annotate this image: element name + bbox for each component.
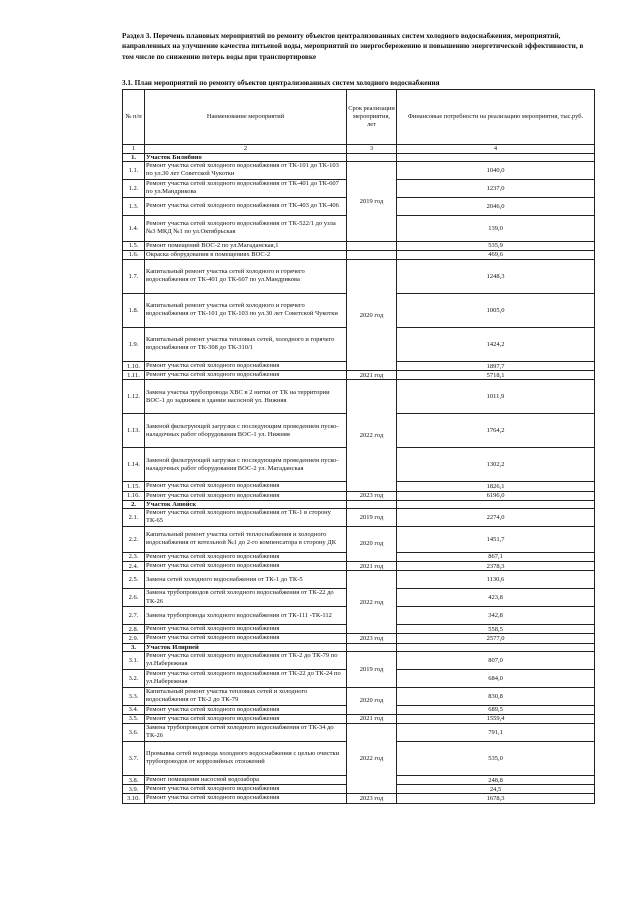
row-value: 2577,0 bbox=[397, 634, 595, 643]
header-num: № п/п bbox=[123, 90, 145, 145]
row-period: 2019 год bbox=[347, 651, 397, 687]
column-index: 2 bbox=[145, 145, 347, 154]
row-name: Окраска оборудования в помещениях ВОС-2 bbox=[145, 250, 347, 259]
row-num: 2.9. bbox=[123, 634, 145, 643]
section-row bbox=[123, 153, 595, 161]
row-value: 1130,6 bbox=[397, 571, 595, 589]
row-name: Ремонт участка сетей холодного водоснабжения от ТК-22 до ТК-24 по ул.Набережная bbox=[145, 669, 347, 687]
row-num: 3.8. bbox=[123, 775, 145, 784]
row-value: 1678,3 bbox=[397, 794, 595, 803]
row-num: 1.15. bbox=[123, 482, 145, 491]
row-period: 2020 год bbox=[347, 526, 397, 561]
row-value: 1237,0 bbox=[397, 179, 595, 197]
row-name: Ремонт участка сетей холодного водоснабжения от ТК-1 в сторону ТК-65 bbox=[145, 508, 347, 526]
row-name: Замена участка трубопровода ХВС в 2 нитки от ТК на территории ВОС-1 до задвижек в здании насосной ул. Нижняя bbox=[145, 380, 347, 414]
row-name: Ремонт участка сетей холодного водоснабжения bbox=[145, 361, 347, 370]
row-num: 2.3. bbox=[123, 552, 145, 561]
row-value: 1005,0 bbox=[397, 293, 595, 327]
table-row bbox=[123, 371, 595, 380]
row-name: Ремонт участка сетей холодного водоснабжения bbox=[145, 491, 347, 500]
row-value: 1011,9 bbox=[397, 380, 595, 414]
section-title: Участок Илирней bbox=[145, 643, 347, 651]
row-value: 5718,1 bbox=[397, 371, 595, 380]
column-index-row bbox=[123, 145, 595, 154]
section-row bbox=[123, 500, 595, 508]
row-num: 2.7. bbox=[123, 607, 145, 625]
row-period: 2020 год bbox=[347, 687, 397, 714]
table-row bbox=[123, 250, 595, 259]
table-row bbox=[123, 634, 595, 643]
row-value: 830,8 bbox=[397, 687, 595, 705]
row-num: 3.1. bbox=[123, 651, 145, 669]
row-name: Ремонт участка сетей холодного водоснабжения bbox=[145, 371, 347, 380]
table-row bbox=[123, 380, 595, 414]
row-name: Ремонт участка сетей холодного водоснабжения bbox=[145, 794, 347, 803]
row-value: 1897,7 bbox=[397, 361, 595, 370]
row-name: Заменой фильтрующей загрузки с последующим проведением пуско-наладочных работ оборудования ВОС-2 ул. Магаданская bbox=[145, 448, 347, 482]
table-row bbox=[123, 687, 595, 705]
row-name: Ремонт участка сетей холодного водоснабжения от ТК-403 до ТК-406 bbox=[145, 197, 347, 215]
header-name: Наименование мероприятий bbox=[145, 90, 347, 145]
row-num: 3.6. bbox=[123, 723, 145, 741]
row-value: 1451,7 bbox=[397, 526, 595, 552]
row-name: Заменой фильтрующей загрузки с последующим проведением пуско-наладочных работ оборудования ВОС-1 ул. Нижняя bbox=[145, 414, 347, 448]
row-value: 791,1 bbox=[397, 723, 595, 741]
section-title: Раздел 3. Перечень плановых мероприятий по ремонту объектов централизованных систем холодного водоснабжения, мероприятий, направленных на улучшение качества питьевой воды, мероприятий по энергосбережению и повышению энергетической эффективности, в том числе по снижению потерь воды при транспортировке bbox=[122, 32, 584, 61]
header-period: Срок реализации мероприятия, лет bbox=[347, 90, 397, 145]
row-num: 3.7. bbox=[123, 741, 145, 775]
section-title: Участок Анюйск bbox=[145, 500, 347, 508]
row-num: 1.13. bbox=[123, 414, 145, 448]
row-value: 867,1 bbox=[397, 552, 595, 561]
row-name: Ремонт участка сетей холодного водоснабжения bbox=[145, 552, 347, 561]
table-row bbox=[123, 241, 595, 250]
row-value: 423,8 bbox=[397, 589, 595, 607]
row-value: 689,5 bbox=[397, 705, 595, 714]
subsection-title: 3.1. План мероприятий по ремонту объектов централизованных систем холодного водоснабжения bbox=[122, 79, 440, 87]
row-value: 342,8 bbox=[397, 607, 595, 625]
row-name: Ремонт участка сетей холодного водоснабжения bbox=[145, 561, 347, 570]
section-num: 2. bbox=[123, 500, 145, 508]
row-value: 1559,4 bbox=[397, 714, 595, 723]
row-period: 2021 год bbox=[347, 714, 397, 723]
row-name: Ремонт участка сетей холодного водоснабжения от ТК-522/1 до узла №3 МКД №1 по ул.Октябрьская bbox=[145, 215, 347, 241]
section-num: 1. bbox=[123, 153, 145, 161]
row-num: 2.5. bbox=[123, 571, 145, 589]
row-period: 2019 год bbox=[347, 161, 397, 241]
row-name: Капитальный ремонт участка тепловых сетей, холодного и горячего водоснабжения от ТК-308 до ТК-310/1 bbox=[145, 327, 347, 361]
row-num: 2.4. bbox=[123, 561, 145, 570]
row-value: 807,0 bbox=[397, 651, 595, 669]
row-period: 2023 год bbox=[347, 634, 397, 643]
row-name: Капитальный ремонт участка сетей холодного и горячего водоснабжения от ТК-401 до ТК-607 по ул.Мандрикова bbox=[145, 259, 347, 293]
row-value: 558,5 bbox=[397, 625, 595, 634]
table-row bbox=[123, 259, 595, 293]
table-row bbox=[123, 794, 595, 803]
row-value: 1424,2 bbox=[397, 327, 595, 361]
row-num: 2.6. bbox=[123, 589, 145, 607]
row-period: 2022 год bbox=[347, 723, 397, 793]
row-num: 2.2. bbox=[123, 526, 145, 552]
row-name: Замена трубопровода холодного водоснабжения от ТК-111 -ТК-112 bbox=[145, 607, 347, 625]
row-value: 535,9 bbox=[397, 241, 595, 250]
row-num: 1.3. bbox=[123, 197, 145, 215]
row-value: 535,0 bbox=[397, 741, 595, 775]
table-row bbox=[123, 571, 595, 589]
column-index: 1 bbox=[123, 145, 145, 154]
row-name: Ремонт участка сетей холодного водоснабжения bbox=[145, 482, 347, 491]
row-period: 2023 год bbox=[347, 794, 397, 803]
row-name: Ремонт участка сетей холодного водоснабжения от ТК-101 до ТК-103 по ул.30 лет Советской Чукотки bbox=[145, 161, 347, 179]
row-num: 3.5. bbox=[123, 714, 145, 723]
row-value: 1040,0 bbox=[397, 161, 595, 179]
row-name: Капитальный ремонт участка тепловых сетей и холодного водоснабжения от ТК-2 до ТК-79 bbox=[145, 687, 347, 705]
row-period: 2022 год bbox=[347, 380, 397, 491]
row-num: 1.12. bbox=[123, 380, 145, 414]
row-name: Замена сетей холодного водоснабжения от ТК-1 до ТК-5 bbox=[145, 571, 347, 589]
row-value: 1248,3 bbox=[397, 259, 595, 293]
row-value: 24,5 bbox=[397, 785, 595, 794]
header-finance: Финансовые потребности на реализацию мероприятия, тыс.руб. bbox=[397, 90, 595, 145]
section-num: 3. bbox=[123, 643, 145, 651]
row-period: 2021 год bbox=[347, 561, 397, 570]
row-num: 3.3. bbox=[123, 687, 145, 705]
row-name: Капитальный ремонт участка сетей холодного и горячего водоснабжения от ТК-101 до ТК-103 по ул.30 лет Советской Чукотки bbox=[145, 293, 347, 327]
table-row bbox=[123, 491, 595, 500]
row-period: 2020 год bbox=[347, 259, 397, 370]
row-num: 1.11. bbox=[123, 371, 145, 380]
row-period: 2023 год bbox=[347, 491, 397, 500]
row-num: 1.7. bbox=[123, 259, 145, 293]
row-name: Ремонт участка сетей холодного водоснабжения bbox=[145, 625, 347, 634]
row-num: 3.10. bbox=[123, 794, 145, 803]
row-num: 3.9. bbox=[123, 785, 145, 794]
row-num: 1.14. bbox=[123, 448, 145, 482]
row-period: 2022 год bbox=[347, 571, 397, 634]
row-value: 2378,3 bbox=[397, 561, 595, 570]
row-num: 3.2. bbox=[123, 669, 145, 687]
row-name: Ремонт участка сетей холодного водоснабжения от ТК-401 до ТК-607 по ул.Мандрикова bbox=[145, 179, 347, 197]
row-name: Ремонт помещения насосной водозабора bbox=[145, 775, 347, 784]
table-row bbox=[123, 508, 595, 526]
row-name: Ремонт помещений ВОС-2 по ул.Магаданская,1 bbox=[145, 241, 347, 250]
row-value: 2046,0 bbox=[397, 197, 595, 215]
row-name: Ремонт участка сетей холодного водоснабжения bbox=[145, 634, 347, 643]
row-num: 1.4. bbox=[123, 215, 145, 241]
column-index: 3 bbox=[347, 145, 397, 154]
row-name: Ремонт участка сетей холодного водоснабжения от ТК-2 до ТК-79 по ул.Набережная bbox=[145, 651, 347, 669]
row-num: 1.5. bbox=[123, 241, 145, 250]
row-name: Промывка сетей водовода холодного водоснабжения с целью очистки трубопроводов от коррозийных отложений bbox=[145, 741, 347, 775]
row-num: 1.10. bbox=[123, 361, 145, 370]
row-name: Ремонт участка сетей холодного водоснабжения bbox=[145, 714, 347, 723]
row-name: Замена трубопроводов сетей холодного водоснабжения от ТК-34 до ТК-26 bbox=[145, 723, 347, 741]
row-num: 1.2. bbox=[123, 179, 145, 197]
row-value: 2274,0 bbox=[397, 508, 595, 526]
table-row bbox=[123, 651, 595, 669]
table-row bbox=[123, 714, 595, 723]
row-value: 248,8 bbox=[397, 775, 595, 784]
table-row bbox=[123, 161, 595, 179]
section-row bbox=[123, 643, 595, 651]
table-header-row bbox=[123, 90, 595, 145]
row-name: Ремонт участка сетей холодного водоснабжения bbox=[145, 785, 347, 794]
section-title: Участок Билибино bbox=[145, 153, 347, 161]
row-value: 139,0 bbox=[397, 215, 595, 241]
column-index: 4 bbox=[397, 145, 595, 154]
row-period: 2019 год bbox=[347, 508, 397, 526]
row-value: 684,0 bbox=[397, 669, 595, 687]
row-name: Замена трубопроводов сетей холодного водоснабжения от ТК-22 до ТК-26 bbox=[145, 589, 347, 607]
row-name: Капитальный ремонт участка сетей теплоснабжения и холодного водоснабжения от котельной №1 до 2-го компенсатора в сторону ДК bbox=[145, 526, 347, 552]
row-name: Ремонт участка сетей холодного водоснабжения bbox=[145, 705, 347, 714]
row-num: 1.16. bbox=[123, 491, 145, 500]
table-row bbox=[123, 723, 595, 741]
row-period: 2021 год bbox=[347, 371, 397, 380]
row-value: 1826,1 bbox=[397, 482, 595, 491]
row-value: 6196,0 bbox=[397, 491, 595, 500]
row-num: 2.1. bbox=[123, 508, 145, 526]
row-num: 1.1. bbox=[123, 161, 145, 179]
row-num: 3.4. bbox=[123, 705, 145, 714]
row-num: 1.6. bbox=[123, 250, 145, 259]
row-num: 1.8. bbox=[123, 293, 145, 327]
row-value: 469,6 bbox=[397, 250, 595, 259]
table-row bbox=[123, 561, 595, 570]
row-num: 2.8. bbox=[123, 625, 145, 634]
row-value: 1302,2 bbox=[397, 448, 595, 482]
table-row bbox=[123, 526, 595, 552]
row-num: 1.9. bbox=[123, 327, 145, 361]
plan-table bbox=[122, 89, 595, 804]
row-value: 1764,2 bbox=[397, 414, 595, 448]
